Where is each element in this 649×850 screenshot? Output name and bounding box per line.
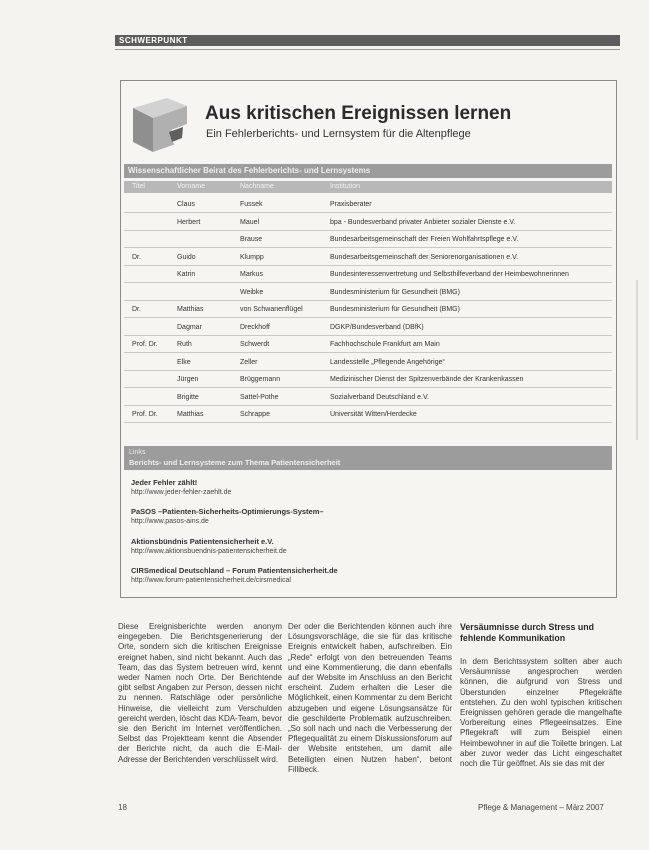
cell-first-name: Ruth [177, 341, 192, 348]
cell-institution: Bundesministerium für Gesundheit (BMG) [330, 306, 460, 313]
cell-last-name: Brüggemann [240, 376, 281, 383]
column-header-last-name: Nachname [240, 183, 274, 190]
cell-institution: bpa - Bundesverband privater Anbieter sozialer Dienste e.V. [330, 218, 516, 226]
body-column-1 [118, 622, 282, 765]
table-row [124, 354, 612, 371]
cell-last-name: Sattel-Pothe [240, 393, 279, 401]
link-url[interactable]: http://www.forum-patientensicherheit.de/cirsmedical [131, 577, 291, 584]
cell-last-name: Brause [240, 236, 263, 243]
column-header-institution: Institution [330, 183, 360, 190]
cell-institution: Sozialverband Deutschland e.V. [330, 393, 429, 401]
cell-first-name: Dagmar [177, 323, 202, 331]
cell-last-name: Markus [240, 271, 263, 278]
links-header [124, 446, 612, 470]
table-row [124, 196, 612, 213]
table-row [124, 406, 612, 423]
cell-institution: Bundesministerium für Gesundheit (BMG) [330, 288, 460, 296]
article-subtitle: Ein Fehlerberichts- und Lernsystem für die Altenpflege [206, 128, 471, 140]
table-row [124, 389, 612, 406]
cell-first-name: Matthias [177, 306, 204, 313]
link-item [131, 478, 601, 498]
table-row [124, 371, 612, 388]
cell-last-name: Mauel [240, 218, 260, 226]
section-heading: Versäumnisse durch Stress und fehlende Kommunikation [460, 622, 594, 643]
link-name: CIRSmedical Deutschland – Forum Patientensicherheit.de [131, 566, 338, 575]
cell-last-name: von Schwanenflügel [240, 306, 303, 313]
cell-institution: Landesstelle „Pflegende Angehörige“ [330, 358, 445, 366]
header-rule [115, 49, 620, 50]
cell-last-name: Fussek [240, 201, 263, 208]
table-row [124, 266, 612, 283]
cell-institution: Fachhochschule Frankfurt am Main [330, 341, 440, 348]
cell-last-name: Zeller [240, 358, 258, 366]
link-name: PaSOS –Patienten-Sicherheits-Optimierungs-System– [131, 507, 324, 516]
cell-institution: Bundesinteressenvertretung und Selbsthilfeverband der Heimbewohnerinnen [330, 271, 569, 278]
table-row [124, 336, 612, 353]
section-label: SCHWERPUNKT [115, 35, 620, 46]
link-url[interactable]: http://www.pasos-ains.de [131, 518, 209, 525]
publication-footer: Pflege & Management – März 2007 [478, 803, 604, 812]
table-row [124, 284, 612, 301]
body-paragraph: Der oder die Berichtenden können auch ihre Lösungsvorschläge, die sie für das kritische Ereignis entwickelt haben, aufschreiben. Ein „Rede“ erfolgt von den betreuenden Teams und eine Kommentierung, die dann ebenfalls auf der Website im Anschluss an den Bericht erscheint. Zudem erhalten die Leser die Möglichkeit, einen Kommentar zu dem Bericht abzugeben und eigene Lösungsansätze für die geschilderte Problematik aufzuschreiben. „So soll nach und nach die Verbesserung der Pflegequalität zu einem Diskussionsforum auf der Website entstehen, um damit alle Beteiligten einen Nutzen haben“, betont Fillibeck. [288, 622, 452, 774]
article-title: Aus kritischen Ereignissen lernen [205, 103, 512, 124]
cell-first-name: Matthias [177, 411, 204, 418]
table-row [124, 319, 612, 336]
body-paragraph: Diese Ereignisberichte werden anonym eingegeben. Die Berichtsgenerierung der Orte, sondern sich die kritischen Ereignisse ereignet haben, sind nicht bekannt. Auch das Team, das das System betreuen wird, kennt weder Namen noch Orte. Der Berichtende gibt selbst Angaben zur Person, dessen nicht zu nennen. Ratschläge oder persönliche Hinweise, die vielleicht zum Verschulden gereicht werden, löscht das KDA-Team, bevor sie den Bericht im Internet veröffentlichen. Selbst das Projektteam kennt die Absender der Berichte nicht, da auch die E-Mail-Adresse der Berichtenden verschlüsselt wird. [118, 622, 282, 764]
cell-title: Prof. Dr. [132, 411, 158, 418]
link-item [131, 537, 601, 557]
link-url[interactable]: http://www.aktionsbuendnis-patientensicherheit.de [131, 548, 287, 555]
column-header-first-name: Vorname [177, 183, 206, 190]
scan-edge-shadow [636, 280, 638, 440]
links-heading: Berichts- und Lernsysteme zum Thema Patientensicherheit [129, 458, 341, 467]
body-column-2 [288, 622, 452, 775]
cell-first-name: Guido [177, 253, 196, 261]
cell-last-name: Weibke [240, 288, 264, 296]
cell-last-name: Dreckhoff [240, 323, 270, 331]
cell-first-name: Herbert [177, 218, 201, 226]
table-caption: Wissenschaftlicher Beirat des Fehlerberichts- und Lernsystems [124, 164, 612, 178]
cell-institution: Praxisberater [330, 201, 372, 208]
table-column-headers [124, 181, 612, 193]
cell-first-name: Katrin [177, 271, 196, 278]
cell-title: Dr. [132, 253, 141, 261]
cell-institution: DGKP/Bundesverband (DBfK) [330, 323, 424, 331]
cell-first-name: Jürgen [177, 376, 199, 383]
link-name: Aktionsbündnis Patientensicherheit e.V. [131, 537, 274, 546]
link-item [131, 507, 601, 527]
cell-institution: Universität Witten/Herdecke [330, 411, 417, 418]
cell-institution: Bundesarbeitsgemeinschaft der Seniorenorganisationen e.V. [330, 253, 519, 261]
column-header-title: Titel [132, 183, 145, 190]
link-name: Jeder Fehler zählt! [131, 478, 198, 487]
table-row [124, 249, 612, 266]
cell-title: Prof. Dr. [132, 341, 158, 348]
links-label: Links [129, 449, 146, 456]
table-row [124, 231, 612, 248]
cell-title: Dr. [132, 306, 141, 313]
cell-first-name: Brigitte [177, 393, 199, 401]
cube-puzzle-icon [125, 90, 195, 155]
cell-first-name: Elke [177, 358, 191, 366]
table-row [124, 214, 612, 231]
link-item [131, 566, 601, 586]
cell-last-name: Schrappe [240, 411, 270, 418]
link-url[interactable]: http://www.jeder-fehler-zaehlt.de [131, 489, 232, 496]
page-number: 18 [118, 803, 127, 812]
cell-institution: Bundesarbeitsgemeinschaft der Freien Wohlfahrtspflege e.V. [330, 236, 519, 243]
body-paragraph: In dem Berichtssystem sollten aber auch Versäumnisse angesprochen werden können, die aufgrund von Stress und Überstunden einzelner Pflegekräfte entstehen. Zu den wohl typischen kritischen Ereignissen gehören gerade die mangelhafte Vorbereitung eines Pflegeeinsatzes. Eine Pflegekraft will zum Beispiel einen Heimbewohner in auf die Toilette bringen. Lat aber zuvor weder das Licht eingeschaltet noch die Tür geöffnet. Als sie das mit der [460, 657, 622, 769]
cell-institution: Medizinischer Dienst der Spitzenverbände der Krankenkassen [330, 376, 524, 383]
cell-first-name: Claus [177, 201, 195, 208]
cell-last-name: Schwerdt [240, 341, 270, 348]
table-row [124, 301, 612, 318]
cell-last-name: Klumpp [240, 253, 264, 261]
body-column-3 [460, 622, 622, 769]
